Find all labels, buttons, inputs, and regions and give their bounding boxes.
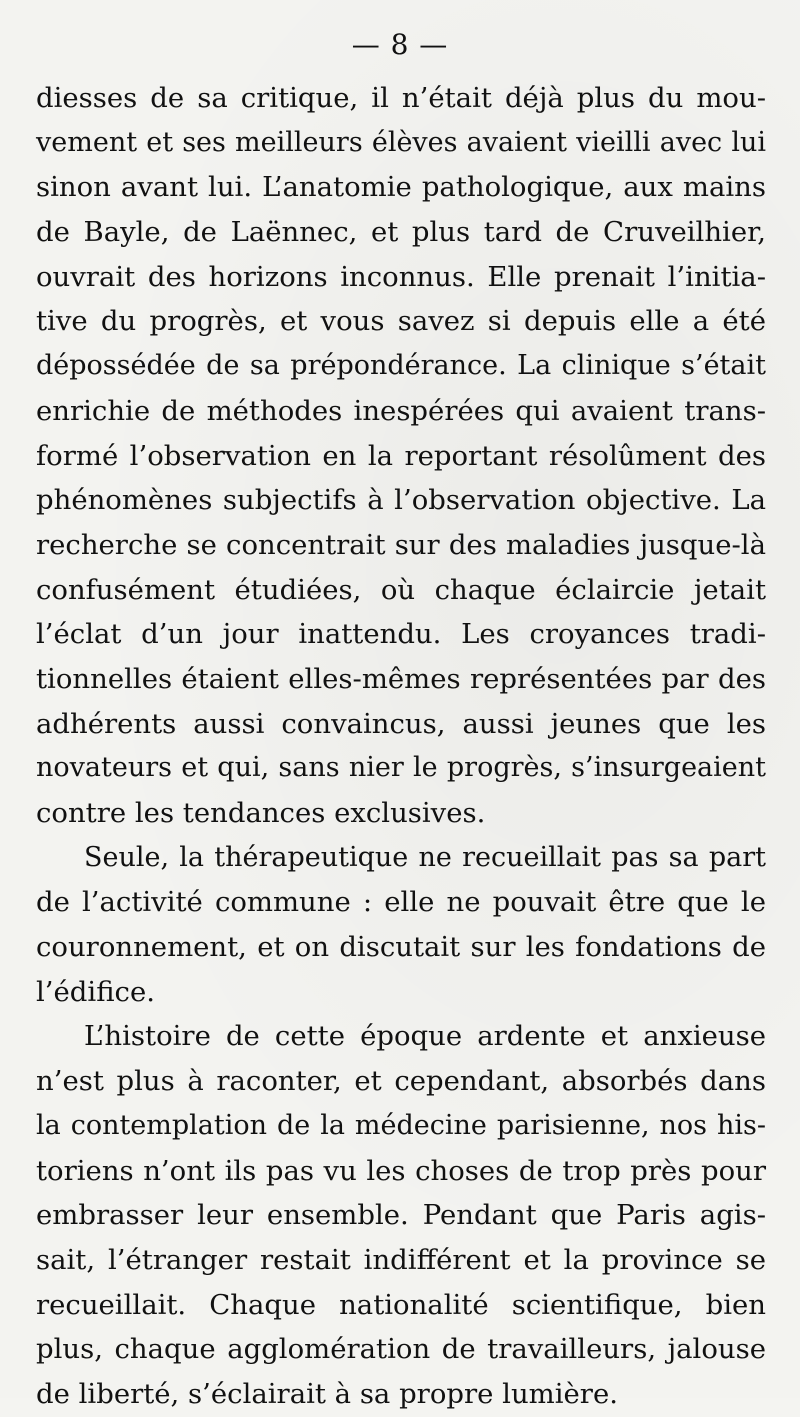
text-line: confusément étudiées, où chaque éclaircie jetait xyxy=(36,573,766,606)
text-line: n’est plus à raconter, et cependant, absorbés dans xyxy=(36,1065,766,1098)
text-line: de Bayle, de Laënnec, et plus tard de Cruveilhier, xyxy=(36,216,766,249)
paragraph-3 xyxy=(36,1014,766,1416)
text-line: diesses de sa critique, il n’était déjà plus du mou- xyxy=(36,82,766,114)
text-line: tionnelles étaient elles-mêmes représentées par des xyxy=(36,662,766,695)
text-line: sait, l’étranger restait indifférent et la province se xyxy=(36,1243,766,1276)
text-line: de l’activité commune : elle ne pouvait être que le xyxy=(36,886,766,919)
text-line: sinon avant lui. L’anatomie pathologique, aux mains xyxy=(36,171,766,204)
paragraph-2 xyxy=(36,836,766,1015)
text-line: ouvrait des horizons inconnus. Elle prenait l’initia- xyxy=(36,260,766,293)
text-line: novateurs et qui, sans nier le progrès, s’insurgeaient xyxy=(36,752,766,784)
text-line: vement et ses meilleurs élèves avaient vieilli avec lui xyxy=(36,126,766,158)
text-line: dépossédée de sa prépondérance. La clinique s’était xyxy=(36,350,766,382)
text-line: embrasser leur ensemble. Pendant que Paris agis- xyxy=(36,1199,766,1232)
text-line: l’édifice. xyxy=(36,975,155,1008)
text-line: adhérents aussi convaincus, aussi jeunes que les xyxy=(36,707,766,740)
page-number: — 8 — xyxy=(351,28,449,61)
text-line: Seule, la thérapeutique ne recueillait pas sa part xyxy=(84,841,766,873)
text-line: formé l’observation en la reportant résolûment des xyxy=(36,439,766,472)
text-line: de liberté, s’éclairait à sa propre lumière. xyxy=(36,1377,618,1410)
text-line: tive du progrès, et vous savez si depuis elle a été xyxy=(36,305,766,338)
text-line: recueillait. Chaque nationalité scientifique, bien xyxy=(36,1288,766,1321)
text-line: contre les tendances exclusives. xyxy=(36,797,486,829)
text-line: la contemplation de la médecine parisienne, nos his- xyxy=(36,1109,766,1141)
text-line: recherche se concentrait sur des maladies jusque-là xyxy=(36,528,766,561)
text-line: couronnement, et on discutait sur les fondations de xyxy=(36,931,766,964)
text-line: plus, chaque agglomération de travailleurs, jalouse xyxy=(36,1333,766,1366)
text-line: l’éclat d’un jour inattendu. Les croyances tradi- xyxy=(36,618,766,651)
text-line: phénomènes subjectifs à l’observation objective. La xyxy=(36,484,766,517)
text-line: L’histoire de cette époque ardente et anxieuse xyxy=(84,1020,766,1053)
paragraph-1 xyxy=(36,76,766,836)
text-line: enrichie de méthodes inespérées qui avaient trans- xyxy=(36,394,766,427)
text-line: toriens n’ont ils pas vu les choses de trop près pour xyxy=(36,1154,766,1187)
body-text xyxy=(36,76,766,1417)
